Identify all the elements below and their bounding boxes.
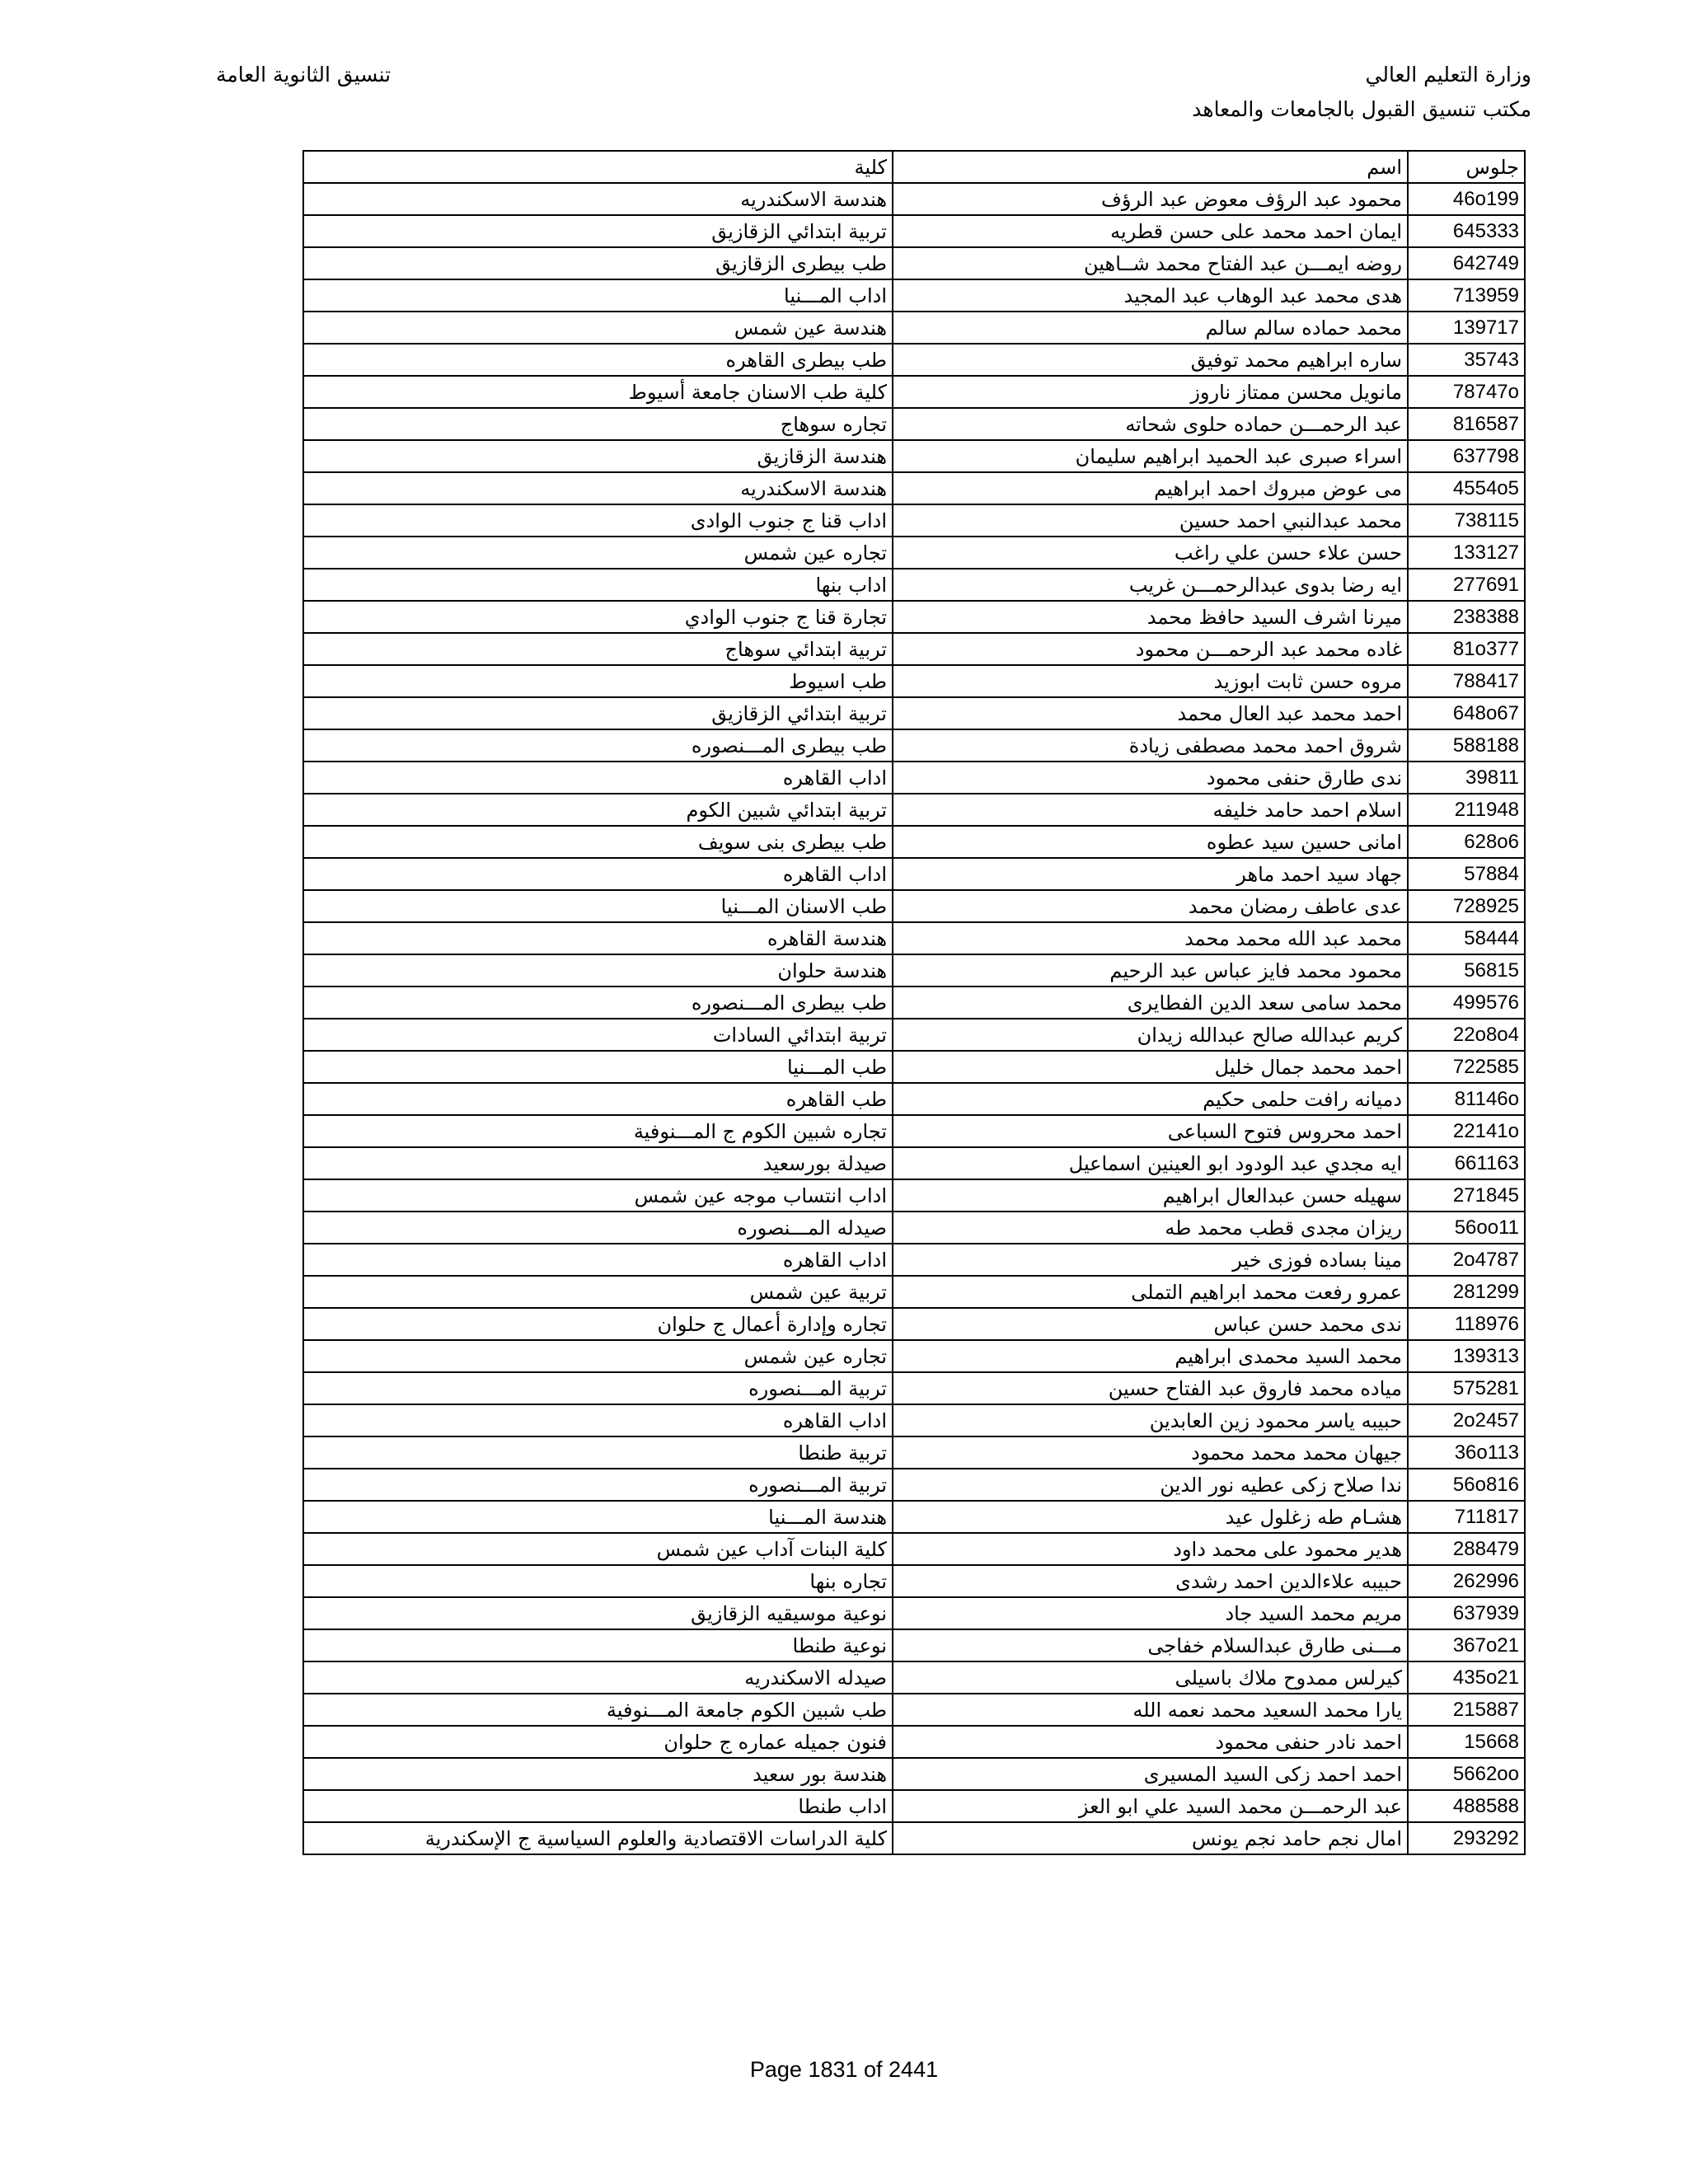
table-row <box>303 1469 1525 1501</box>
faculty-cell: تجاره عين شمس <box>303 537 893 569</box>
seat-number-cell: 281299 <box>1408 1276 1525 1308</box>
student-name-cell: روضه ايمـــن عبد الفتاح محمد شــاهين <box>893 247 1408 279</box>
seat-number-cell: 642749 <box>1408 247 1525 279</box>
table-row <box>303 922 1525 954</box>
student-name-cell: ايه مجدي عبد الودود ابو العينين اسماعيل <box>893 1147 1408 1179</box>
faculty-cell: تربية ابتدائي شبين الكوم <box>303 794 893 826</box>
table-row <box>303 215 1525 247</box>
table-row <box>303 1501 1525 1533</box>
student-name-cell: مريم محمد السيد جاد <box>893 1597 1408 1629</box>
seat-number-cell: 139717 <box>1408 312 1525 344</box>
seat-number-cell: 575281 <box>1408 1372 1525 1404</box>
student-name-cell: جهاد سيد احمد ماهر <box>893 858 1408 890</box>
student-name-cell: دميانه رافت حلمى حكيم <box>893 1083 1408 1115</box>
table-row <box>303 1083 1525 1115</box>
seat-number-cell: 288479 <box>1408 1533 1525 1565</box>
table-row <box>303 987 1525 1019</box>
seat-number-cell: 56815 <box>1408 954 1525 987</box>
student-name-cell: ندى محمد حسن عباس <box>893 1308 1408 1340</box>
faculty-cell: طب شبين الكوم جامعة المـــنوفية <box>303 1694 893 1726</box>
student-name-cell: شروق احمد محمد مصطفى زيادة <box>893 729 1408 762</box>
table-row <box>303 376 1525 408</box>
table-row <box>303 537 1525 569</box>
student-name-cell: احمد نادر حنفى محمود <box>893 1726 1408 1758</box>
faculty-cell: اداب القاهره <box>303 1404 893 1436</box>
table-row <box>303 729 1525 762</box>
student-name-cell: حبيبه علاءالدين احمد رشدى <box>893 1565 1408 1597</box>
seat-number-cell: 728925 <box>1408 890 1525 922</box>
table-body <box>303 183 1525 1854</box>
table-row <box>303 665 1525 697</box>
student-name-cell: مى عوض مبروك احمد ابراهيم <box>893 472 1408 504</box>
page-number: Page 1831 of 2441 <box>749 2057 939 2082</box>
seat-number-cell: 637798 <box>1408 440 1525 472</box>
column-header-seat: جلوس <box>1408 151 1525 183</box>
faculty-cell: اداب قنا ج جنوب الوادى <box>303 504 893 537</box>
student-name-cell: حسن علاء حسن علي راغب <box>893 537 1408 569</box>
table-row <box>303 762 1525 794</box>
table-row <box>303 1629 1525 1661</box>
faculty-cell: طب القاهره <box>303 1083 893 1115</box>
faculty-cell: تربية المـــنصوره <box>303 1372 893 1404</box>
seat-number-cell: 788417 <box>1408 665 1525 697</box>
table-row <box>303 247 1525 279</box>
faculty-cell: اداب المـــنيا <box>303 279 893 312</box>
table-row <box>303 794 1525 826</box>
table-row <box>303 408 1525 440</box>
student-name-cell: كيرلس ممدوح ملاك باسيلى <box>893 1661 1408 1694</box>
faculty-cell: هندسة القاهره <box>303 922 893 954</box>
student-name-cell: هدى محمد عبد الوهاب عبد المجيد <box>893 279 1408 312</box>
table-row <box>303 504 1525 537</box>
seat-number-cell: 36o113 <box>1408 1436 1525 1469</box>
seat-number-cell: 2o2457 <box>1408 1404 1525 1436</box>
seat-number-cell: 39811 <box>1408 762 1525 794</box>
faculty-cell: كلية طب الاسنان جامعة أسيوط <box>303 376 893 408</box>
student-name-cell: محمود محمد فايز عباس عبد الرحيم <box>893 954 1408 987</box>
faculty-cell: طب بيطرى القاهره <box>303 344 893 376</box>
seat-number-cell: 488588 <box>1408 1790 1525 1822</box>
student-name-cell: محمد عبد الله محمد محمد <box>893 922 1408 954</box>
seat-number-cell: 648o67 <box>1408 697 1525 729</box>
seat-number-cell: 133127 <box>1408 537 1525 569</box>
faculty-cell: صيدله الاسكندريه <box>303 1661 893 1694</box>
faculty-cell: اداب طنطا <box>303 1790 893 1822</box>
student-name-cell: ميرنا اشرف السيد حافظ محمد <box>893 601 1408 633</box>
student-name-cell: محمد السيد محمدى ابراهيم <box>893 1340 1408 1372</box>
student-name-cell: مروه حسن ثابت ابوزيد <box>893 665 1408 697</box>
table-row <box>303 1276 1525 1308</box>
table-row <box>303 569 1525 601</box>
student-name-cell: محمد سامى سعد الدين الفطايرى <box>893 987 1408 1019</box>
table-row <box>303 1179 1525 1212</box>
student-name-cell: امال نجم حامد نجم يونس <box>893 1822 1408 1854</box>
faculty-cell: تربية ابتدائي سوهاج <box>303 633 893 665</box>
column-header-faculty: كلية <box>303 151 893 183</box>
office-title: مكتب تنسيق القبول بالجامعات والمعاهد <box>1192 97 1531 121</box>
seat-number-cell: 215887 <box>1408 1694 1525 1726</box>
faculty-cell: تجاره سوهاج <box>303 408 893 440</box>
table-row <box>303 1533 1525 1565</box>
student-name-cell: غاده محمد عبد الرحمـــن محمود <box>893 633 1408 665</box>
seat-number-cell: 738115 <box>1408 504 1525 537</box>
table-row <box>303 1790 1525 1822</box>
student-name-cell: امانى حسين سيد عطوه <box>893 826 1408 858</box>
table-row <box>303 697 1525 729</box>
table-row <box>303 633 1525 665</box>
student-name-cell: ريزان مجدى قطب محمد طه <box>893 1212 1408 1244</box>
seat-number-cell: 56o816 <box>1408 1469 1525 1501</box>
student-name-cell: ايه رضا بدوى عبدالرحمـــن غريب <box>893 569 1408 601</box>
seat-number-cell: 81o377 <box>1408 633 1525 665</box>
student-name-cell: محمد عبدالنبي احمد حسين <box>893 504 1408 537</box>
table-row <box>303 279 1525 312</box>
seat-number-cell: 499576 <box>1408 987 1525 1019</box>
table-row <box>303 890 1525 922</box>
faculty-cell: اداب القاهره <box>303 762 893 794</box>
seat-number-cell: 22o8o4 <box>1408 1019 1525 1051</box>
seat-number-cell: 637939 <box>1408 1597 1525 1629</box>
faculty-cell: تربية ابتدائي السادات <box>303 1019 893 1051</box>
column-header-name: اسم <box>893 151 1408 183</box>
seat-number-cell: 262996 <box>1408 1565 1525 1597</box>
faculty-cell: تربية ابتدائي الزقازيق <box>303 697 893 729</box>
seat-number-cell: 5662oo <box>1408 1758 1525 1790</box>
student-name-cell: سهيله حسن عبدالعال ابراهيم <box>893 1179 1408 1212</box>
student-name-cell: جيهان محمد محمد محمود <box>893 1436 1408 1469</box>
faculty-cell: اداب انتساب موجه عين شمس <box>303 1179 893 1212</box>
table-row <box>303 344 1525 376</box>
table-row <box>303 826 1525 858</box>
faculty-cell: هندسة الاسكندريه <box>303 183 893 215</box>
faculty-cell: صيدلة بورسعيد <box>303 1147 893 1179</box>
seat-number-cell: 435o21 <box>1408 1661 1525 1694</box>
table-row <box>303 472 1525 504</box>
table-row <box>303 1565 1525 1597</box>
student-name-cell: عبد الرحمـــن حماده حلوى شحاته <box>893 408 1408 440</box>
table-row <box>303 1051 1525 1083</box>
faculty-cell: طب بيطرى بنى سويف <box>303 826 893 858</box>
faculty-cell: كلية البنات آداب عين شمس <box>303 1533 893 1565</box>
student-name-cell: ايمان احمد محمد على حسن قطريه <box>893 215 1408 247</box>
seat-number-cell: 35743 <box>1408 344 1525 376</box>
seat-number-cell: 661163 <box>1408 1147 1525 1179</box>
student-name-cell: مانويل محسن ممتاز ناروز <box>893 376 1408 408</box>
student-name-cell: عدى عاطف رمضان محمد <box>893 890 1408 922</box>
table-row <box>303 1372 1525 1404</box>
seat-number-cell: 78747o <box>1408 376 1525 408</box>
seat-number-cell: 4554o5 <box>1408 472 1525 504</box>
faculty-cell: اداب بنها <box>303 569 893 601</box>
table-row <box>303 1019 1525 1051</box>
faculty-cell: نوعية موسيقيه الزقازيق <box>303 1597 893 1629</box>
faculty-cell: اداب القاهره <box>303 858 893 890</box>
seat-number-cell: 588188 <box>1408 729 1525 762</box>
seat-number-cell: 711817 <box>1408 1501 1525 1533</box>
seat-number-cell: 139313 <box>1408 1340 1525 1372</box>
seat-number-cell: 367o21 <box>1408 1629 1525 1661</box>
faculty-cell: هندسة حلوان <box>303 954 893 987</box>
admissions-table <box>302 150 1526 1855</box>
student-name-cell: عمرو رفعت محمد ابراهيم التملى <box>893 1276 1408 1308</box>
faculty-cell: صيدله المـــنصوره <box>303 1212 893 1244</box>
faculty-cell: تربية ابتدائي الزقازيق <box>303 215 893 247</box>
seat-number-cell: 46o199 <box>1408 183 1525 215</box>
table-row <box>303 1147 1525 1179</box>
student-name-cell: مينا بساده فوزى خير <box>893 1244 1408 1276</box>
faculty-cell: تجاره عين شمس <box>303 1340 893 1372</box>
faculty-cell: اداب القاهره <box>303 1244 893 1276</box>
seat-number-cell: 293292 <box>1408 1822 1525 1854</box>
table-row <box>303 1436 1525 1469</box>
table-row <box>303 440 1525 472</box>
table-row <box>303 1726 1525 1758</box>
student-name-cell: محمود عبد الرؤف معوض عبد الرؤف <box>893 183 1408 215</box>
student-name-cell: هشـام طه زغلول عيد <box>893 1501 1408 1533</box>
student-name-cell: احمد احمد زكى السيد المسيرى <box>893 1758 1408 1790</box>
faculty-cell: تربية عين شمس <box>303 1276 893 1308</box>
faculty-cell: طب الاسنان المـــنيا <box>303 890 893 922</box>
student-name-cell: اسراء صبرى عبد الحميد ابراهيم سليمان <box>893 440 1408 472</box>
student-name-cell: احمد محمد عبد العال محمد <box>893 697 1408 729</box>
ministry-title: وزارة التعليم العالي <box>1365 63 1531 87</box>
seat-number-cell: 277691 <box>1408 569 1525 601</box>
student-name-cell: احمد محمد جمال خليل <box>893 1051 1408 1083</box>
table-row <box>303 1404 1525 1436</box>
student-name-cell: هدير محمود على محمد داود <box>893 1533 1408 1565</box>
table-row <box>303 1340 1525 1372</box>
seat-number-cell: 722585 <box>1408 1051 1525 1083</box>
faculty-cell: تربية طنطا <box>303 1436 893 1469</box>
seat-number-cell: 628o6 <box>1408 826 1525 858</box>
seat-number-cell: 238388 <box>1408 601 1525 633</box>
header-ministry-block <box>954 58 1531 127</box>
faculty-cell: كلية الدراسات الاقتصادية والعلوم السياسية ج الإسكندرية <box>303 1822 893 1854</box>
student-name-cell: مـــنى طارق عبدالسلام خفاجى <box>893 1629 1408 1661</box>
seat-number-cell: 2o4787 <box>1408 1244 1525 1276</box>
seat-number-cell: 271845 <box>1408 1179 1525 1212</box>
faculty-cell: طب اسيوط <box>303 665 893 697</box>
seat-number-cell: 57884 <box>1408 858 1525 890</box>
seat-number-cell: 15668 <box>1408 1726 1525 1758</box>
seat-number-cell: 211948 <box>1408 794 1525 826</box>
table-row <box>303 1758 1525 1790</box>
student-name-cell: مياده محمد فاروق عبد الفتاح حسين <box>893 1372 1408 1404</box>
faculty-cell: تجاره بنها <box>303 1565 893 1597</box>
table-row <box>303 1308 1525 1340</box>
student-name-cell: ندى طارق حنفى محمود <box>893 762 1408 794</box>
table-row <box>303 858 1525 890</box>
faculty-cell: هندسة بور سعيد <box>303 1758 893 1790</box>
faculty-cell: طب بيطرى المـــنصوره <box>303 987 893 1019</box>
faculty-cell: تجاره شبين الكوم ج المـــنوفية <box>303 1115 893 1147</box>
seat-number-cell: 645333 <box>1408 215 1525 247</box>
coordination-title: تنسيق الثانوية العامة <box>216 63 392 87</box>
student-name-cell: احمد محروس فتوح السباعى <box>893 1115 1408 1147</box>
student-name-cell: عبد الرحمـــن محمد السيد علي ابو العز <box>893 1790 1408 1822</box>
student-name-cell: يارا محمد السعيد محمد نعمه الله <box>893 1694 1408 1726</box>
table-row <box>303 1115 1525 1147</box>
faculty-cell: تجارة قنا ج جنوب الوادي <box>303 601 893 633</box>
seat-number-cell: 713959 <box>1408 279 1525 312</box>
table-row <box>303 601 1525 633</box>
student-name-cell: ساره ابراهيم محمد توفيق <box>893 344 1408 376</box>
table-row <box>303 1694 1525 1726</box>
faculty-cell: طب بيطرى المـــنصوره <box>303 729 893 762</box>
faculty-cell: هندسة الزقازيق <box>303 440 893 472</box>
faculty-cell: طب بيطرى الزقازيق <box>303 247 893 279</box>
student-name-cell: اسلام احمد حامد خليفه <box>893 794 1408 826</box>
seat-number-cell: 118976 <box>1408 1308 1525 1340</box>
faculty-cell: هندسة المـــنيا <box>303 1501 893 1533</box>
seat-number-cell: 56oo11 <box>1408 1212 1525 1244</box>
seat-number-cell: 816587 <box>1408 408 1525 440</box>
student-name-cell: محمد حماده سالم سالم <box>893 312 1408 344</box>
student-name-cell: ندا صلاح زكى عطيه نور الدين <box>893 1469 1408 1501</box>
table-row <box>303 312 1525 344</box>
seat-number-cell: 22141o <box>1408 1115 1525 1147</box>
table-row <box>303 1822 1525 1854</box>
faculty-cell: نوعية طنطا <box>303 1629 893 1661</box>
seat-number-cell: 81146o <box>1408 1083 1525 1115</box>
table-row <box>303 1244 1525 1276</box>
seat-number-cell: 58444 <box>1408 922 1525 954</box>
faculty-cell: هندسة الاسكندريه <box>303 472 893 504</box>
faculty-cell: هندسة عين شمس <box>303 312 893 344</box>
table-row <box>303 1212 1525 1244</box>
student-name-cell: حبيبه ياسر محمود زين العابدين <box>893 1404 1408 1436</box>
faculty-cell: تجاره وإدارة أعمال ج حلوان <box>303 1308 893 1340</box>
table-row <box>303 183 1525 215</box>
student-name-cell: كريم عبدالله صالح عبدالله زيدان <box>893 1019 1408 1051</box>
faculty-cell: فنون جميله عماره ج حلوان <box>303 1726 893 1758</box>
faculty-cell: طب المـــنيا <box>303 1051 893 1083</box>
table-row <box>303 954 1525 987</box>
table-header-row <box>303 151 1525 183</box>
faculty-cell: تربية المـــنصوره <box>303 1469 893 1501</box>
table-row <box>303 1661 1525 1694</box>
table-row <box>303 1597 1525 1629</box>
